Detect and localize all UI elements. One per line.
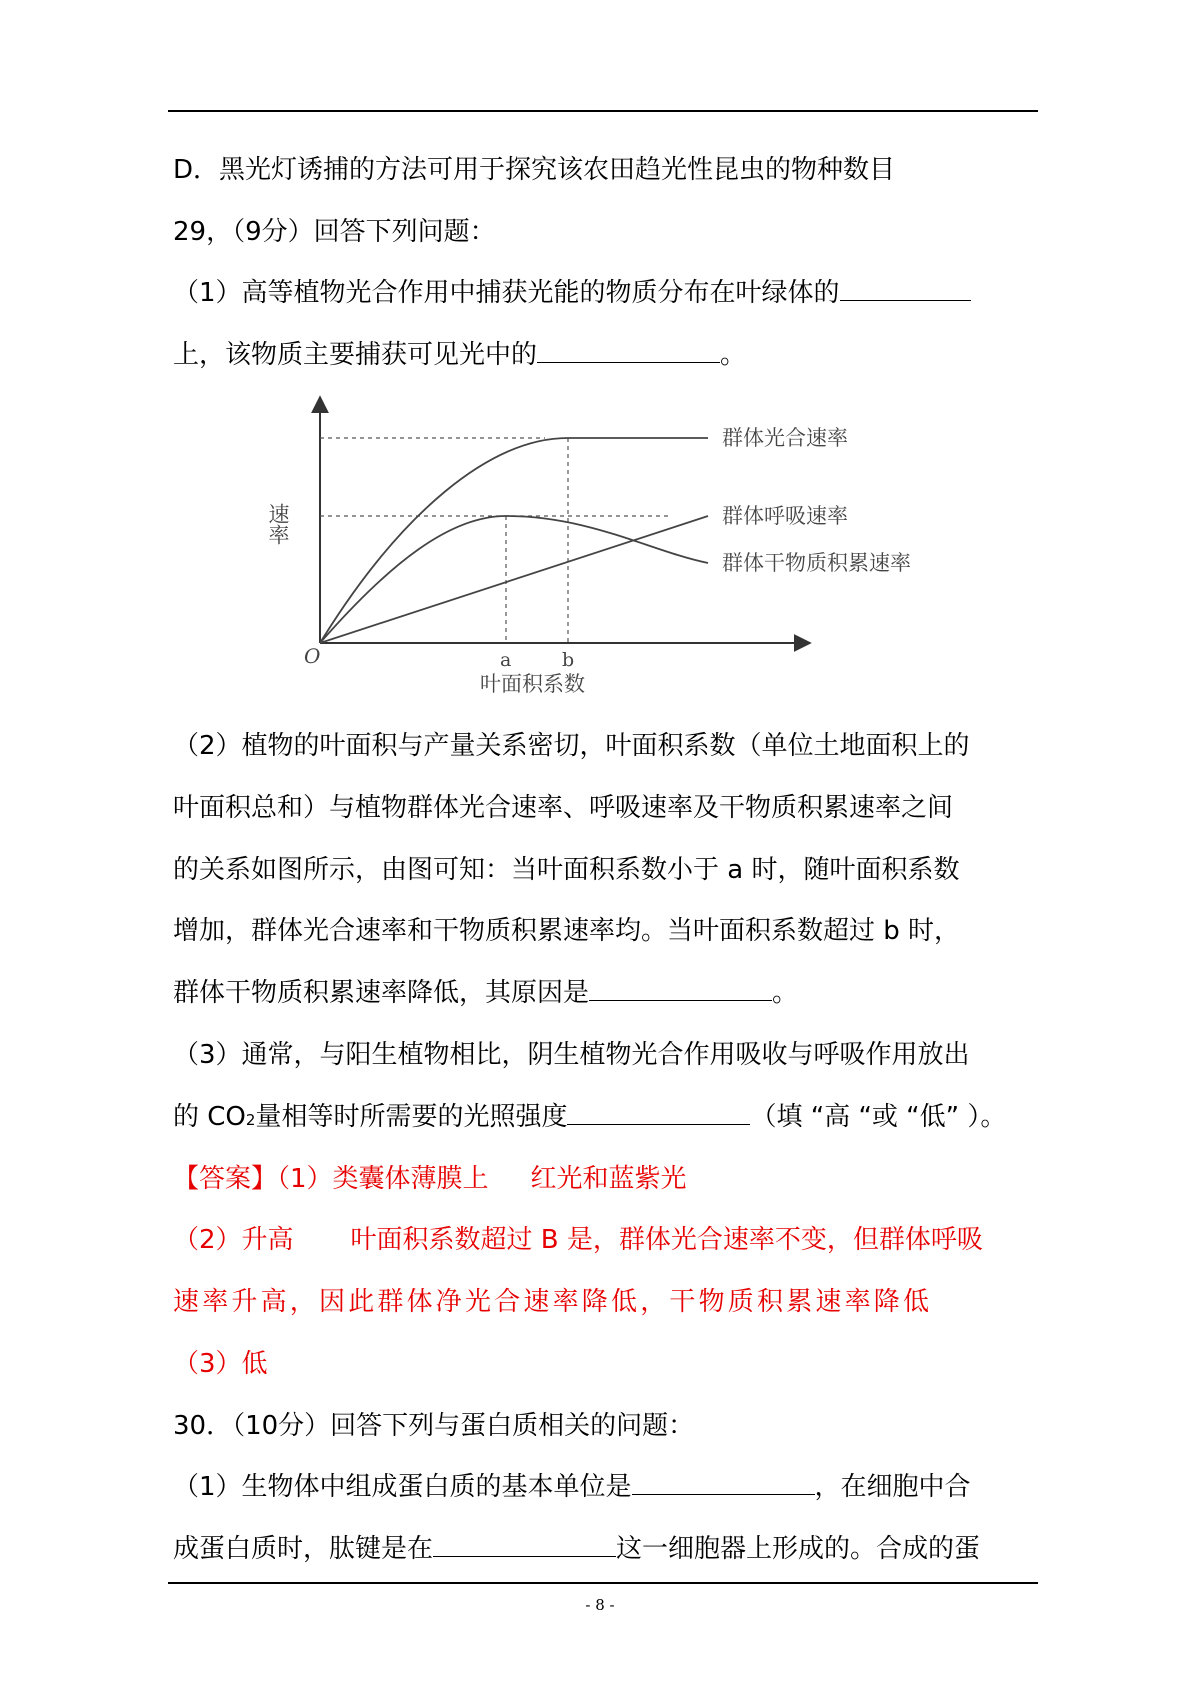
question-29-title: 29，（9分）回答下列问题： [173,217,496,247]
q29-part2-line1: （2）植物的叶面积与产量关系密切，叶面积系数（单位土地面积上的 [173,731,970,761]
answer-blank [589,974,772,1001]
origin-label: O [304,644,321,668]
tick-label-a: a [500,649,512,671]
y-axis-label: 速率 [266,503,290,545]
answer-blank [632,1468,815,1495]
page-number: - 8 - [585,1596,615,1614]
q29-part1-line1: （1）高等植物光合作用中捕获光能的物质分布在叶绿体的 [173,273,971,313]
q29-part2-line4: 增加，群体光合速率和干物质积累速率均。当叶面积系数超过 b 时， [173,916,961,946]
answer-blank [537,336,720,363]
answer-part2: （2）升高 叶面积系数超过 B 是，群体光合速率不变，但群体呼吸 [173,1225,983,1255]
answer-part3: （3）低 [173,1349,268,1379]
q30-part1-line1: （1）生物体中组成蛋白质的基本单位是 ，在细胞中合 [173,1467,971,1507]
q29-part2-line5: 群体干物质积累速率降低，其原因是 。 [173,973,798,1013]
q29-part2-line2: 叶面积总和）与植物群体光合速率、呼吸速率及干物质积累速率之间 [173,793,954,823]
q29-part2-line3: 的关系如图所示，由图可知：当叶面积系数小于 a 时，随叶面积系数 [173,855,960,885]
curve-label-dry-matter: 群体干物质积累速率 [722,551,911,575]
question-30-title: 30．（10分）回答下列与蛋白质相关的问题： [173,1411,695,1441]
curve-label-photosynthesis: 群体光合速率 [722,426,848,450]
header-rule [168,110,1038,112]
footer-rule [168,1582,1038,1584]
respiration-line [320,516,708,643]
q29-part3-line2: 的 CO2量相等时所需要的光照强度 （填 “高 “或 “低” ）。 [173,1097,1006,1140]
curve-label-respiration: 群体呼吸速率 [722,504,848,528]
leaf-area-rate-chart [266,393,940,708]
photosynthesis-curve [320,438,708,643]
q30-part1-line2: 成蛋白质时，肽键是在 这一细胞器上形成的。合成的蛋 [173,1529,980,1569]
x-axis-label: 叶面积系数 [480,672,585,696]
answer-blank [840,274,971,301]
answer-blank [433,1530,616,1557]
option-d-text: D．黑光灯诱捕的方法可用于探究该农田趋光性昆虫的物种数目 [173,155,896,185]
answer-part1: 【答案】（1）类囊体薄膜上 红光和蓝紫光 [173,1164,687,1194]
q29-part1-line2: 上，该物质主要捕获可见光中的 。 [173,335,746,375]
tick-label-b: b [562,649,575,671]
answer-blank [567,1098,750,1125]
q29-part3-line1: （3）通常，与阳生植物相比，阴生植物光合作用吸收与呼吸作用放出 [173,1040,970,1070]
answer-part2-cont: 速率升高，因此群体净光合速率降低，干物质积累速率降低 [173,1287,933,1317]
